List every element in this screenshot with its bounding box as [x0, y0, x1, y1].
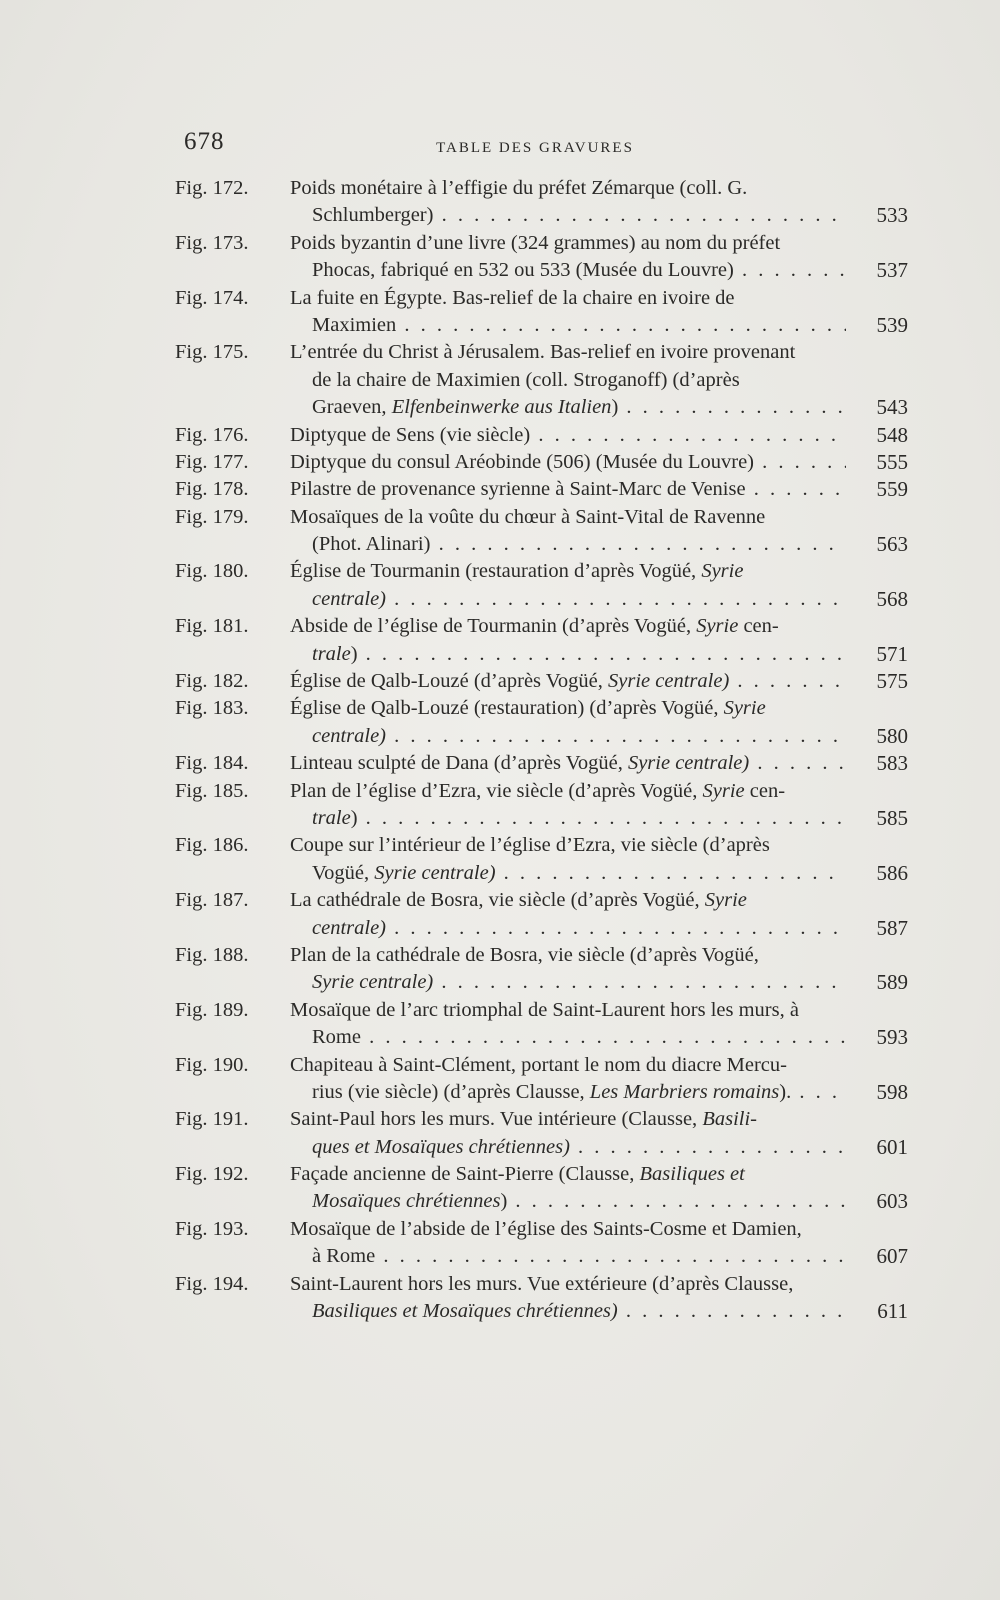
- page-number: 678: [184, 128, 225, 155]
- entry-text: Pilastre de provenance syrienne à Saint-Marc de Venise . . .: [290, 476, 846, 503]
- entry-line: [0, 422, 1000, 449]
- figure-entry: [0, 1106, 1000, 1161]
- entry-line: [0, 613, 1000, 640]
- figure-number: Fig. 178.: [175, 478, 249, 501]
- figure-number: Fig. 190.: [175, 1053, 249, 1076]
- entry-text: Maximien . . .: [312, 312, 846, 339]
- entry-text: à Rome . . .: [312, 1243, 846, 1270]
- entry-line: [0, 1079, 1000, 1106]
- entry-text: Plan de l’église d’Ezra, vie siècle (d’après Vogüé, Syrie cen-: [290, 779, 786, 802]
- figure-entry: [0, 504, 1000, 559]
- page-reference: 587: [876, 915, 908, 940]
- page-reference: 589: [876, 970, 908, 995]
- entry-line: [0, 1243, 1000, 1270]
- entry-text: Syrie centrale) . . .: [312, 969, 846, 996]
- entry-line: [0, 476, 1000, 503]
- entry-line: [0, 1052, 1000, 1079]
- entry-line: [0, 723, 1000, 750]
- entry-text: Coupe sur l’intérieur de l’église d’Ezra, vie siècle (d’après: [290, 834, 770, 857]
- entry-text: Saint-Paul hors les murs. Vue intérieure (Clausse, Basili-: [290, 1108, 757, 1131]
- entry-text: Rome . . .: [312, 1024, 846, 1051]
- entry-line: [0, 339, 1000, 366]
- figure-number: Fig. 192.: [175, 1163, 249, 1186]
- entry-text: de la chaire de Maximien (coll. Stroganoff) (d’après: [312, 368, 740, 391]
- page-reference: 607: [876, 1244, 908, 1269]
- entry-text: Abside de l’église de Tourmanin (d’après Vogüé, Syrie cen-: [290, 615, 779, 638]
- figure-entry: [0, 668, 1000, 695]
- figure-number: Fig. 191.: [175, 1108, 249, 1131]
- entry-text: Basiliques et Mosaïques chrétiennes) . . .: [312, 1298, 846, 1325]
- entry-text: centrale) . . .: [312, 915, 846, 942]
- entry-text: Mosaïque de l’abside de l’église des Saints-Cosme et Damien,: [290, 1217, 802, 1240]
- figure-entry: [0, 339, 1000, 421]
- page-reference: 533: [876, 203, 908, 228]
- page-reference: 559: [876, 477, 908, 502]
- figure-number: Fig. 189.: [175, 998, 249, 1021]
- entry-text: centrale) . . .: [312, 586, 846, 613]
- figure-entry: [0, 997, 1000, 1052]
- figure-entry: [0, 1161, 1000, 1216]
- figure-number: Fig. 184.: [175, 752, 249, 775]
- entry-line: [0, 202, 1000, 229]
- entry-text: Chapiteau à Saint-Clément, portant le nom du diacre Mercu-: [290, 1053, 787, 1076]
- figure-entry: [0, 750, 1000, 777]
- page-reference: 568: [876, 586, 908, 611]
- entry-line: [0, 175, 1000, 202]
- entry-text: Poids byzantin d’une livre (324 grammes) au nom du préfet: [290, 231, 781, 254]
- figure-list: [0, 175, 1000, 1325]
- figure-entry: [0, 832, 1000, 887]
- entry-line: [0, 1271, 1000, 1298]
- entry-line: [0, 558, 1000, 585]
- entry-line: [0, 695, 1000, 722]
- figure-number: Fig. 180.: [175, 560, 249, 583]
- entry-line: [0, 641, 1000, 668]
- entry-text: rius (vie siècle) (d’après Clausse, Les Marbriers romains). . . .: [312, 1079, 846, 1106]
- figure-number: Fig. 172.: [175, 177, 249, 199]
- figure-entry: [0, 1271, 1000, 1326]
- entry-text: Église de Qalb-Louzé (d’après Vogüé, Syrie centrale) . . .: [290, 668, 846, 695]
- entry-line: [0, 285, 1000, 312]
- entry-line: [0, 531, 1000, 558]
- entry-text: Plan de la cathédrale de Bosra, vie siècle (d’après Vogüé,: [290, 943, 759, 966]
- entry-text: Église de Qalb-Louzé (restauration) (d’après Vogüé, Syrie: [290, 697, 766, 720]
- entry-line: [0, 997, 1000, 1024]
- entry-line: [0, 805, 1000, 832]
- entry-line: [0, 312, 1000, 339]
- page-reference: 585: [876, 805, 908, 830]
- page-reference: 611: [877, 1299, 908, 1324]
- figure-entry: [0, 230, 1000, 285]
- figure-entry: [0, 422, 1000, 449]
- running-head: TABLE DES GRAVURES: [436, 140, 634, 156]
- page-reference: 598: [876, 1079, 908, 1104]
- entry-line: [0, 915, 1000, 942]
- page-reference: 580: [876, 723, 908, 748]
- entry-text: ques et Mosaïques chrétiennes) . . .: [312, 1134, 846, 1161]
- figure-number: Fig. 177.: [175, 450, 249, 473]
- entry-text: Diptyque de Sens (vie siècle) . . .: [290, 422, 846, 449]
- figure-number: Fig. 174.: [175, 286, 249, 309]
- figure-number: Fig. 175.: [175, 341, 249, 364]
- page-reference: 563: [876, 532, 908, 557]
- figure-number: Fig. 193.: [175, 1217, 249, 1240]
- page-reference: 548: [876, 422, 908, 447]
- figure-entry: [0, 285, 1000, 340]
- entry-text: Mosaïque de l’arc triomphal de Saint-Laurent hors les murs, à: [290, 998, 799, 1021]
- figure-number: Fig. 185.: [175, 779, 249, 802]
- figure-number: Fig. 188.: [175, 943, 249, 966]
- figure-entry: [0, 175, 1000, 230]
- entry-line: [0, 1024, 1000, 1051]
- figure-number: Fig. 173.: [175, 231, 249, 254]
- entry-text: Poids monétaire à l’effigie du préfet Zémarque (coll. G.: [290, 177, 748, 199]
- entry-line: [0, 449, 1000, 476]
- figure-number: Fig. 179.: [175, 505, 249, 528]
- entry-line: [0, 1216, 1000, 1243]
- figure-number: Fig. 181.: [175, 615, 249, 638]
- page-reference: 571: [876, 641, 908, 666]
- page-reference: 537: [876, 258, 908, 283]
- entry-line: [0, 394, 1000, 421]
- figure-entry: [0, 613, 1000, 668]
- figure-number: Fig. 176.: [175, 423, 249, 446]
- entry-line: [0, 887, 1000, 914]
- entry-text: Schlumberger) . . .: [312, 202, 846, 229]
- entry-text: Façade ancienne de Saint-Pierre (Clausse, Basiliques et: [290, 1163, 745, 1186]
- entry-line: [0, 586, 1000, 613]
- entry-text: Phocas, fabriqué en 532 ou 533 (Musée du Louvre) . . .: [312, 257, 846, 284]
- entry-line: [0, 1134, 1000, 1161]
- page-reference: 583: [876, 751, 908, 776]
- entry-text: La fuite en Égypte. Bas-relief de la chaire en ivoire de: [290, 286, 735, 309]
- figure-entry: [0, 476, 1000, 503]
- figure-entry: [0, 695, 1000, 750]
- entry-line: [0, 367, 1000, 394]
- page-reference: 593: [876, 1025, 908, 1050]
- figure-number: Fig. 183.: [175, 697, 249, 720]
- entry-text: trale) . . .: [312, 641, 846, 668]
- figure-number: Fig. 187.: [175, 889, 249, 912]
- entry-text: Église de Tourmanin (restauration d’après Vogüé, Syrie: [290, 560, 744, 583]
- figure-number: Fig. 182.: [175, 670, 249, 693]
- entry-line: [0, 860, 1000, 887]
- entry-line: [0, 230, 1000, 257]
- entry-line: [0, 942, 1000, 969]
- entry-line: [0, 1106, 1000, 1133]
- figure-number: Fig. 186.: [175, 834, 249, 857]
- entry-text: (Phot. Alinari) . . .: [312, 531, 846, 558]
- figure-entry: [0, 449, 1000, 476]
- entry-line: [0, 969, 1000, 996]
- page-reference: 601: [876, 1134, 908, 1159]
- entry-text: Mosaïques de la voûte du chœur à Saint-Vital de Ravenne: [290, 505, 766, 528]
- entry-text: Mosaïques chrétiennes) . . .: [312, 1188, 846, 1215]
- entry-text: centrale) . . .: [312, 723, 846, 750]
- figure-entry: [0, 1216, 1000, 1271]
- entry-text: Linteau sculpté de Dana (d’après Vogüé, Syrie centrale) . . .: [290, 750, 846, 777]
- entry-line: [0, 1298, 1000, 1325]
- entry-text: La cathédrale de Bosra, vie siècle (d’après Vogüé, Syrie: [290, 889, 747, 912]
- entry-line: [0, 1161, 1000, 1188]
- page-reference: 603: [876, 1189, 908, 1214]
- entry-line: [0, 504, 1000, 531]
- page-reference: 575: [876, 669, 908, 694]
- entry-text: Saint-Laurent hors les murs. Vue extérieure (d’après Clausse,: [290, 1272, 794, 1295]
- entry-line: [0, 257, 1000, 284]
- entry-text: Diptyque du consul Aréobinde (506) (Musée du Louvre) . . .: [290, 449, 846, 476]
- page-reference: 539: [876, 312, 908, 337]
- entry-text: trale) . . .: [312, 805, 846, 832]
- entry-line: [0, 778, 1000, 805]
- page-reference: 586: [876, 860, 908, 885]
- figure-entry: [0, 558, 1000, 613]
- figure-entry: [0, 942, 1000, 997]
- entry-text: Vogüé, Syrie centrale) . . .: [312, 860, 846, 887]
- entry-line: [0, 668, 1000, 695]
- page-reference: 555: [876, 449, 908, 474]
- entry-line: [0, 832, 1000, 859]
- figure-entry: [0, 778, 1000, 833]
- figure-entry: [0, 1052, 1000, 1107]
- page-reference: 543: [876, 395, 908, 420]
- figure-entry: [0, 887, 1000, 942]
- entry-line: [0, 1188, 1000, 1215]
- entry-line: [0, 750, 1000, 777]
- entry-text: L’entrée du Christ à Jérusalem. Bas-relief en ivoire provenant: [290, 341, 796, 364]
- figure-number: Fig. 194.: [175, 1272, 249, 1295]
- entry-text: Graeven, Elfenbeinwerke aus Italien) . . .: [312, 394, 846, 421]
